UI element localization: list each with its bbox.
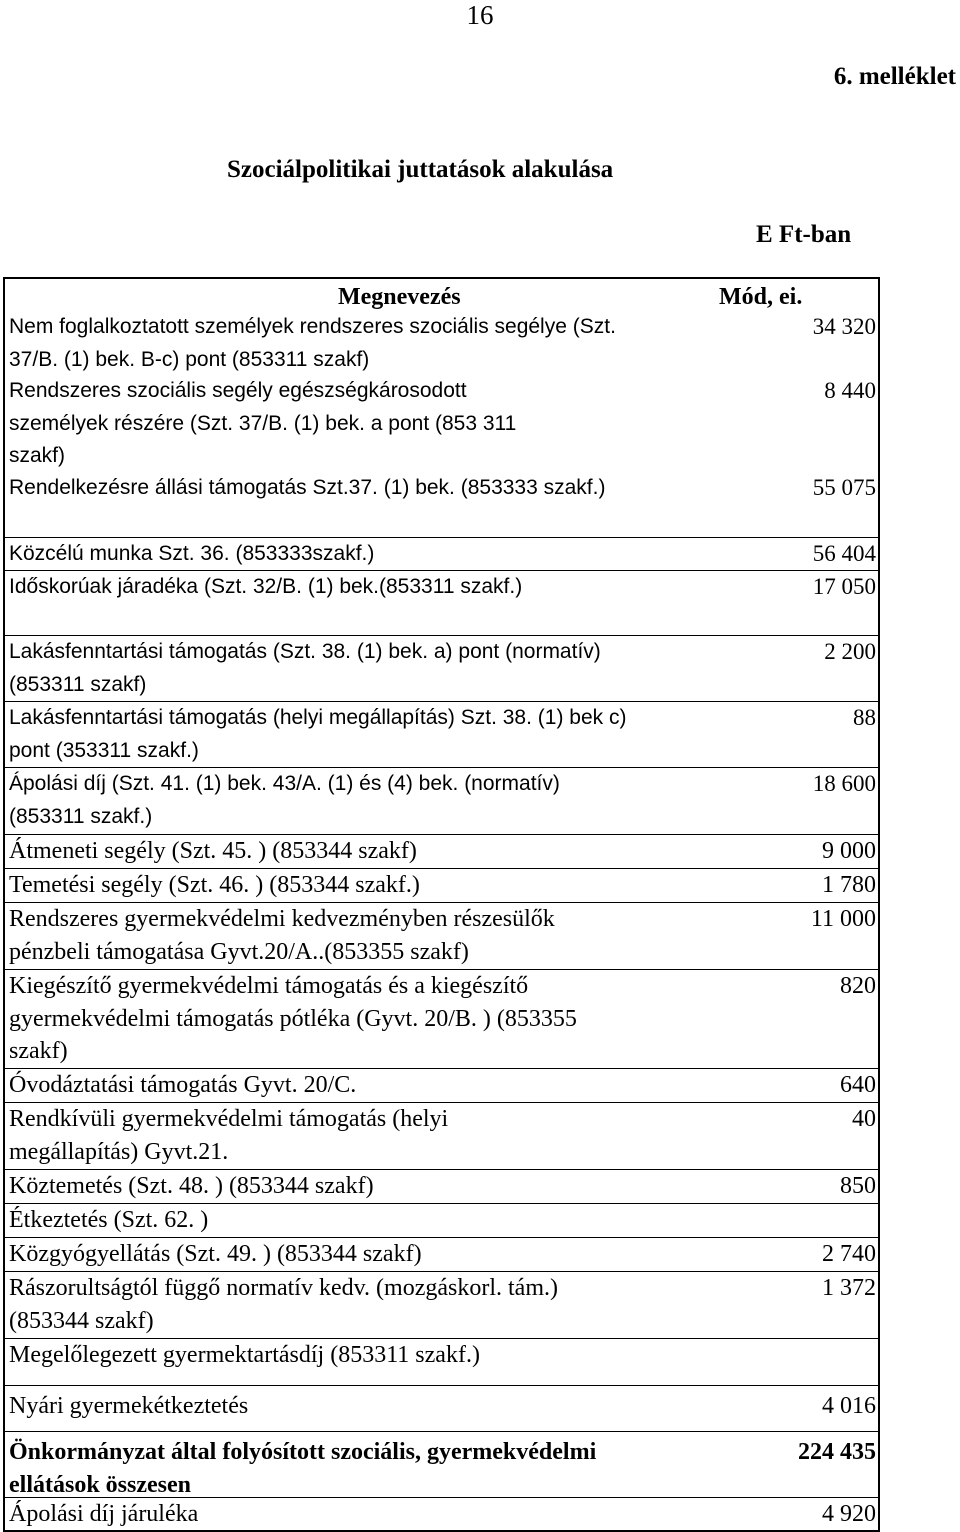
row-name: Lakásfenntartási támogatás (helyi megállapítás) Szt. 38. (1) bek c) pont (353311 szakf.) <box>9 706 627 762</box>
row-name: Ápolási díj (Szt. 41. (1) bek. 43/A. (1) és (4) bek. (normatív) (853311 szakf.) <box>9 772 560 828</box>
table-row <box>5 1203 878 1237</box>
row-value: 850 <box>840 1173 876 1199</box>
table-row <box>5 1271 878 1338</box>
row-name: Önkormányzat által folyósított szociális, gyermekvédelmi ellátások összesen <box>9 1439 597 1498</box>
row-name: Köztemetés (Szt. 48. ) (853344 szakf) <box>9 1173 374 1199</box>
row-value: 2 200 <box>824 639 876 664</box>
row-value: 2 740 <box>822 1241 876 1267</box>
row-value: 224 435 <box>798 1439 876 1465</box>
table-row <box>5 1338 878 1385</box>
row-name: Ápolási díj járuléka <box>9 1501 199 1527</box>
header-value: Mód, ei. <box>719 284 803 310</box>
table-row <box>5 1497 878 1530</box>
table-row <box>5 311 878 375</box>
row-name: Rászorultságtól függő normatív kedv. (mozgáskorl. tám.) (853344 szakf) <box>9 1275 558 1334</box>
row-value: 4 920 <box>822 1501 876 1527</box>
row-name: Időskorúak járadéka (Szt. 32/B. (1) bek.(853311 szakf.) <box>9 575 523 598</box>
table-row <box>5 570 878 635</box>
row-name: Rendszeres gyermekvédelmi kedvezményben részesülők pénzbeli támogatása Gyvt.20/A..(853355 szakf) <box>9 906 555 965</box>
row-name: Megelőlegezett gyermektartásdíj (853311 szakf.) <box>9 1342 480 1368</box>
row-name: Nem foglalkoztatott személyek rendszeres szociális segélye (Szt. 37/B. (1) bek. B-c) pont (853311 szakf) <box>9 315 616 371</box>
row-value: 1 780 <box>822 872 876 898</box>
table-row <box>5 868 878 902</box>
table-row <box>5 834 878 868</box>
row-name: Étkeztetés (Szt. 62. ) <box>9 1207 209 1233</box>
page-number: 16 <box>466 0 494 30</box>
row-name: Rendkívüli gyermekvédelmi támogatás (helyi megállapítás) Gyvt.21. <box>9 1106 449 1165</box>
row-name: Átmeneti segély (Szt. 45. ) (853344 szakf) <box>9 838 417 864</box>
row-value: 34 320 <box>812 314 876 339</box>
table-row <box>5 375 878 472</box>
row-name: Nyári gyermekétkeztetés <box>9 1393 249 1419</box>
table-row <box>5 902 878 969</box>
row-value: 18 600 <box>812 771 876 796</box>
table-row <box>5 537 878 570</box>
row-name: Óvodáztatási támogatás Gyvt. 20/C. <box>9 1072 357 1098</box>
row-name: Közcélú munka Szt. 36. (853333szakf.) <box>9 542 375 565</box>
table-row <box>5 1385 878 1431</box>
row-name: Rendszeres szociális segély egészségkárosodott személyek részére (Szt. 37/B. (1) bek. a pont (853 311 szakf) <box>9 379 517 468</box>
document-title: Szociálpolitikai juttatások alakulása <box>227 156 614 183</box>
table-row <box>5 701 878 767</box>
row-value: 820 <box>840 973 876 999</box>
row-value: 640 <box>840 1072 876 1098</box>
row-value: 56 404 <box>812 541 876 566</box>
table-row-total <box>5 1431 878 1497</box>
table-row <box>5 472 878 537</box>
row-value: 40 <box>852 1106 876 1132</box>
unit-label: E Ft-ban <box>756 221 852 248</box>
table-header <box>5 279 878 311</box>
table-row <box>5 1169 878 1203</box>
row-name: Temetési segély (Szt. 46. ) (853344 szakf.) <box>9 872 420 898</box>
row-value: 11 000 <box>810 906 876 932</box>
table-row <box>5 1237 878 1271</box>
row-value: 4 016 <box>822 1393 876 1419</box>
header-name: Megnevezés <box>338 284 461 310</box>
row-value: 55 075 <box>812 475 876 500</box>
row-value: 1 372 <box>822 1275 876 1301</box>
table-row <box>5 1102 878 1169</box>
table-row <box>5 767 878 834</box>
row-name: Kiegészítő gyermekvédelmi támogatás és a kiegészítő gyermekvédelmi támogatás pótléka (Gyvt. 20/B. ) (853355 szakf) <box>9 973 577 1064</box>
table-row <box>5 635 878 701</box>
row-value: 88 <box>853 705 876 730</box>
row-name: Lakásfenntartási támogatás (Szt. 38. (1) bek. a) pont (normatív) (853311 szakf) <box>9 640 601 696</box>
row-name: Közgyógyellátás (Szt. 49. ) (853344 szakf) <box>9 1241 422 1267</box>
row-value: 17 050 <box>812 574 876 599</box>
row-value: 8 440 <box>824 378 876 403</box>
benefits-table <box>3 277 880 1532</box>
table-row <box>5 969 878 1068</box>
table-row <box>5 1068 878 1102</box>
row-value: 9 000 <box>822 838 876 864</box>
row-name: Rendelkezésre állási támogatás Szt.37. (1) bek. (853333 szakf.) <box>9 476 606 499</box>
annex-label: 6. melléklet <box>833 63 956 90</box>
